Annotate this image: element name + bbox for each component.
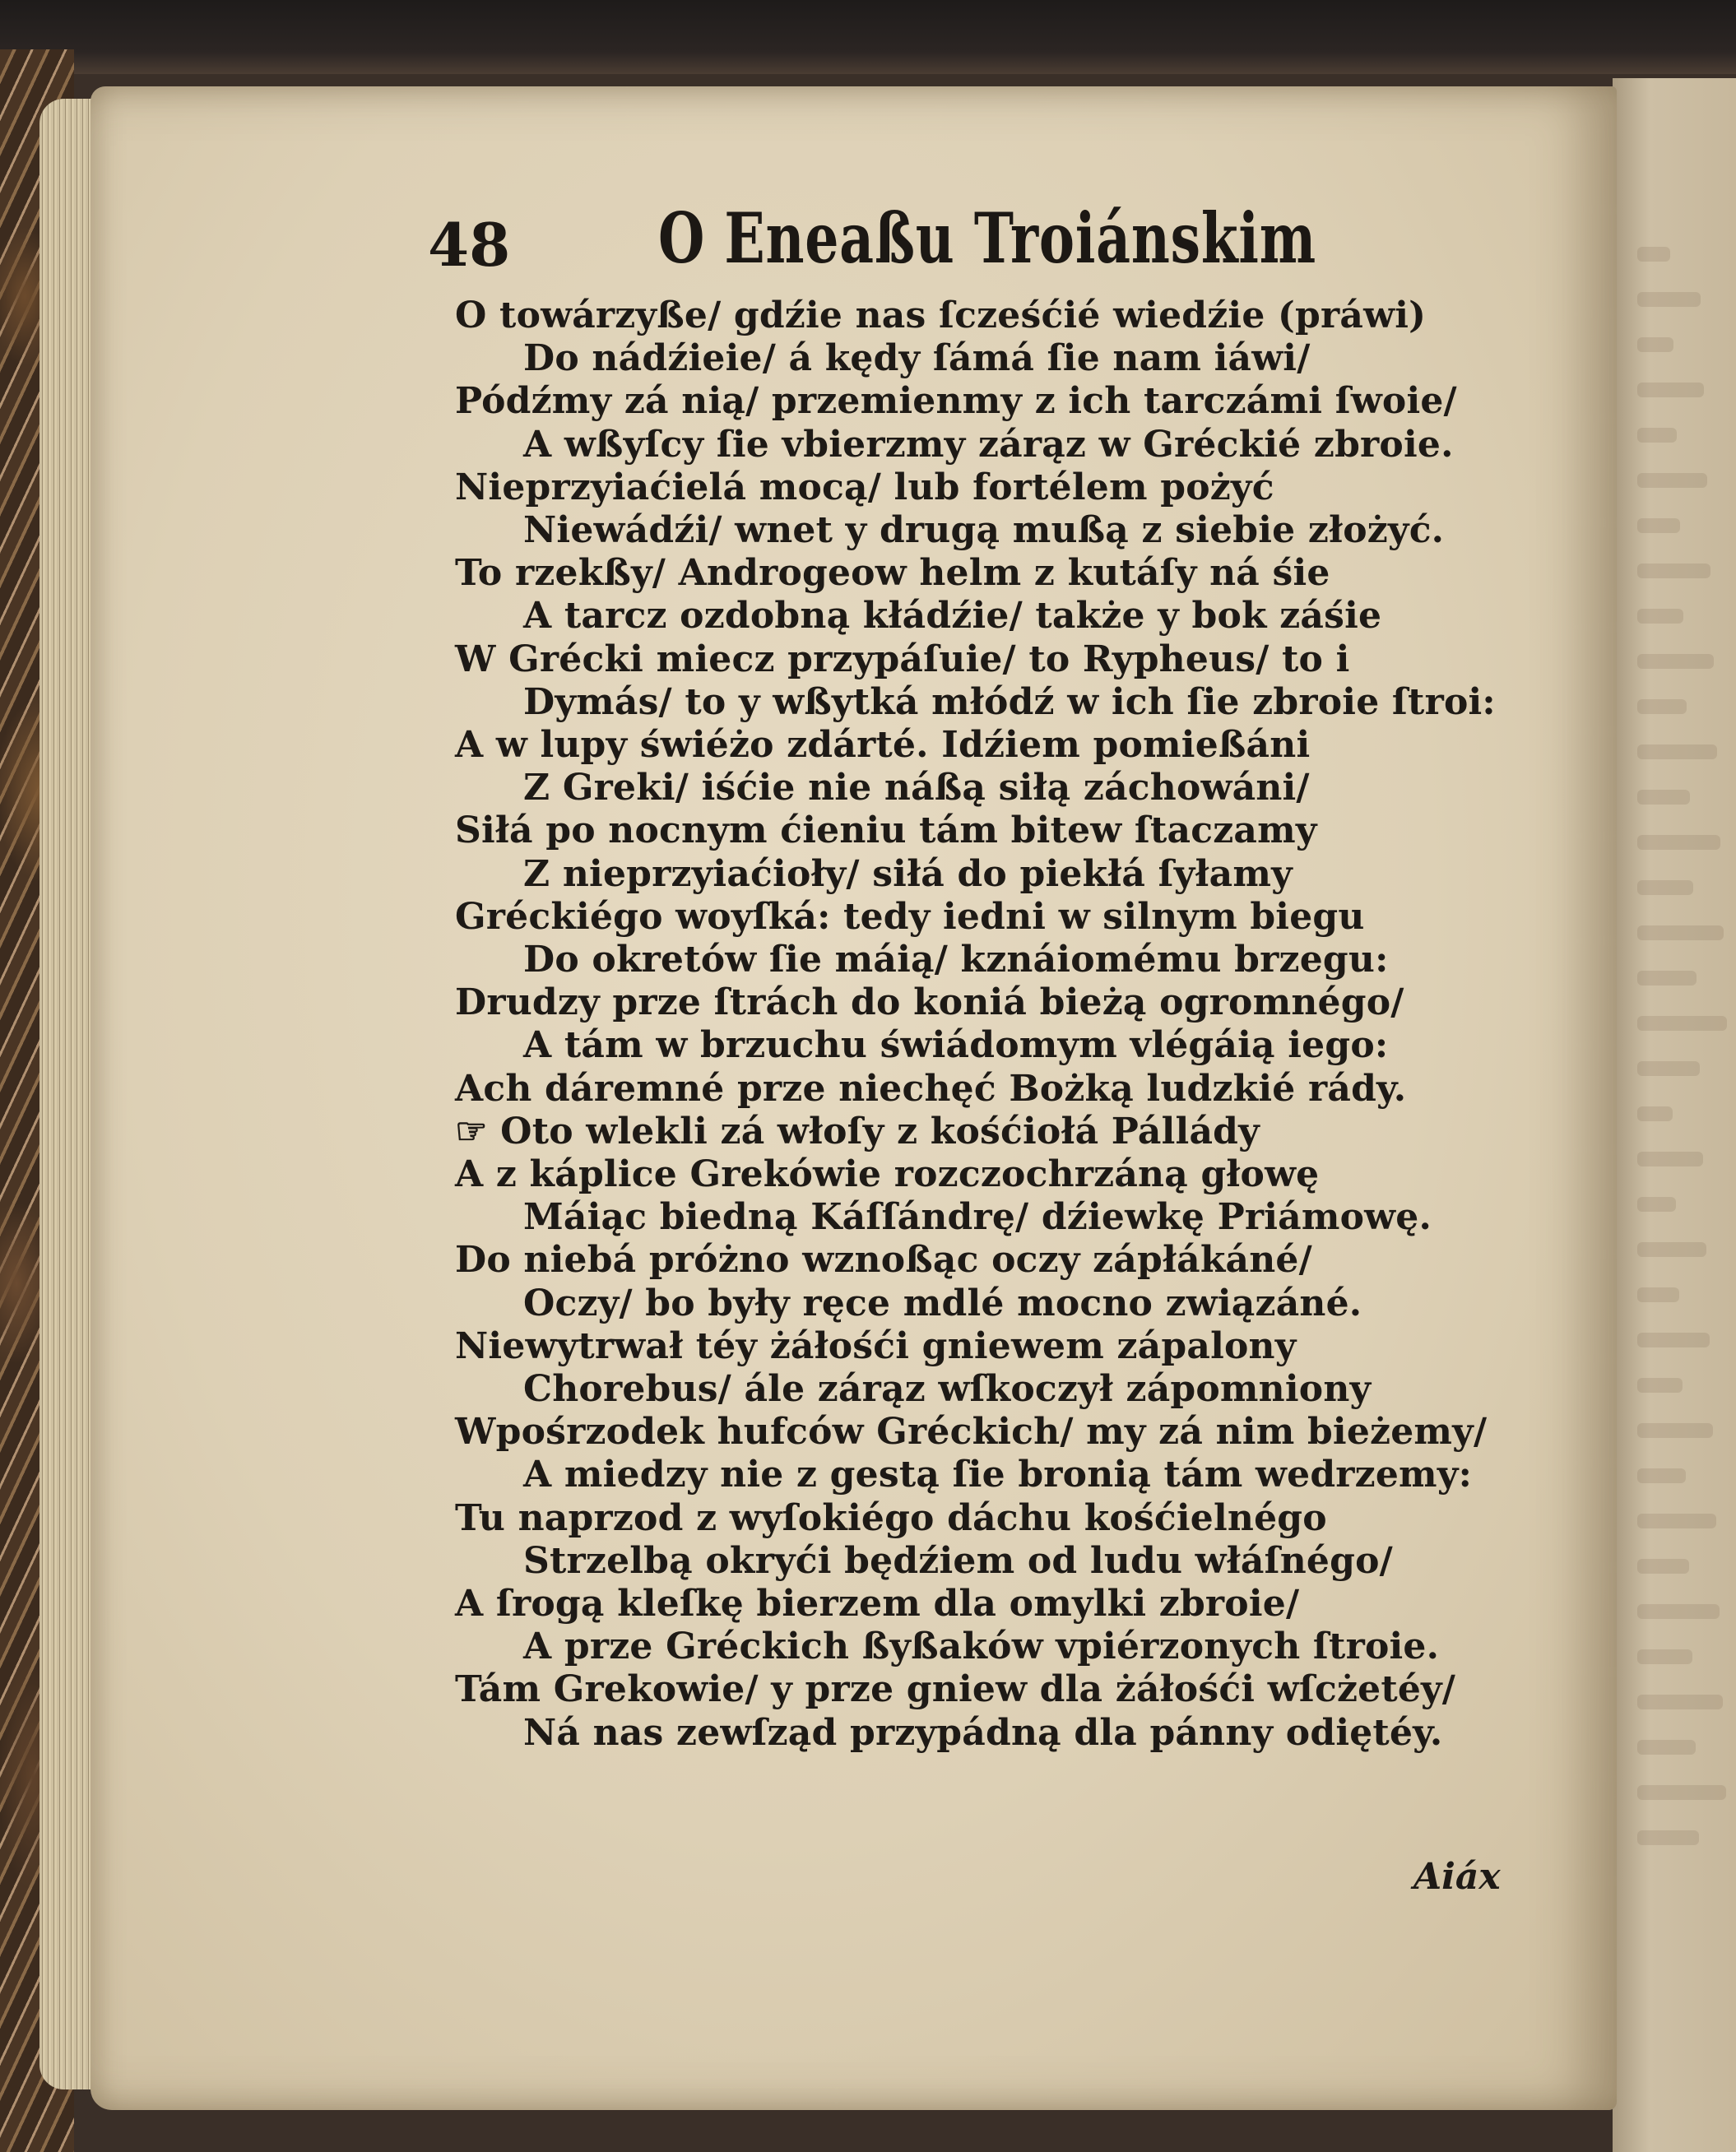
bleed-through-mark <box>1637 744 1717 759</box>
verse-line: A tarcz ozdobną kłádźie/ także y bok záśie <box>523 595 1382 638</box>
verse-line: To rzekßy/ Androgeow helm z kutáſy ná śie <box>455 552 1330 595</box>
bleed-through-mark <box>1637 699 1687 714</box>
verse-line: A z káplice Grekówie rozczochrzáną głowę <box>455 1153 1320 1195</box>
verse-line: Pódźmy zá nią/ przemienmy z ich tarczámi ſwoie/ <box>455 380 1457 423</box>
bleed-through-mark <box>1637 1604 1720 1619</box>
bleed-through-mark <box>1637 1197 1676 1212</box>
bleed-through-mark <box>1637 337 1673 352</box>
bleed-through-mark <box>1637 880 1693 895</box>
verse-line: W Grécki miecz przypáſuie/ to Rypheus/ to i <box>455 638 1350 680</box>
bleed-through-mark <box>1637 1287 1679 1302</box>
bleed-through-mark <box>1637 1242 1706 1257</box>
verse-line: Do okretów ſie máią/ kznáiomému brzegu: <box>523 939 1389 981</box>
verse-line: Z nieprzyiaćioły/ siłá do piekłá ſyłamy <box>523 852 1293 895</box>
bleed-through-mark <box>1637 1333 1710 1347</box>
bleed-through-mark <box>1637 835 1720 850</box>
verse-line: A miedzy nie z gestą ſie bronią tám wedrzemy: <box>523 1454 1473 1496</box>
verse-line: Siłá po nocnym ćieniu tám bitew ſtaczamy <box>455 809 1317 852</box>
verse-line: A wßyſcy ſie vbierzmy zárąz w Gréckié zbroie. <box>523 423 1454 466</box>
bleed-through-mark <box>1637 1378 1683 1393</box>
bleed-through-mark <box>1637 925 1724 940</box>
verse-line: ☞ Oto wlekli zá włoſy z kośćiołá Pállády <box>455 1110 1260 1153</box>
bleed-through-mark <box>1637 1649 1692 1664</box>
bleed-through-mark <box>1637 1740 1696 1755</box>
bleed-through-mark <box>1637 1559 1689 1574</box>
verse-line: Ach dáremné prze niechęć Bożką ludzkié rády. <box>455 1067 1407 1110</box>
bleed-through-mark <box>1637 1152 1703 1166</box>
verse-line: Drudzy prze ſtrách do koniá bieżą ogromnégo/ <box>455 981 1404 1024</box>
bleed-through-mark <box>1637 1423 1713 1438</box>
verse-line: Gréckiégo woyſká: tedy iedni w silnym biegu <box>455 895 1365 938</box>
verse-line: Niewádźi/ wnet y drugą mußą z siebie złożyć. <box>523 509 1445 551</box>
catchword: Aiáx <box>1413 1856 1501 1898</box>
bleed-through-mark <box>1637 1785 1726 1800</box>
bleed-through-mark <box>1637 1468 1686 1483</box>
bleed-through-mark <box>1637 1514 1716 1528</box>
bleed-through-mark <box>1637 609 1683 624</box>
verse-line: Oczy/ bo były ręce mdlé mocno związáné. <box>523 1282 1362 1324</box>
bleed-through-mark <box>1637 654 1714 669</box>
verse-line: Tu naprzod z wyſokiégo dáchu kośćielnégo <box>455 1496 1327 1539</box>
verse-line: A ſrogą kleſkę bierzem dla omylki zbroie/ <box>455 1583 1300 1625</box>
bleed-through-mark <box>1637 383 1704 397</box>
verse-line: Strzelbą okryći będźiem od ludu włáſnégo/ <box>523 1539 1393 1582</box>
bleed-through-mark <box>1637 1106 1673 1121</box>
bleed-through-mark <box>1637 1695 1723 1709</box>
verse-line: O towárzyße/ gdźie nas ſcześćié wiedźie (práwi) <box>455 295 1427 336</box>
verse-line: Do niebá próżno wznoßąc oczy zápłákáné/ <box>455 1239 1312 1282</box>
verse-line: Do nádźieie/ á kędy ſámá ſie nam iáwi/ <box>523 337 1311 380</box>
running-title: O Eneaßu Troiánskim <box>658 197 1316 279</box>
bleed-through-mark <box>1637 428 1677 443</box>
verse-line: A tám w brzuchu świádomym vlégáią iego: <box>523 1024 1389 1067</box>
page-number: 48 <box>428 210 511 280</box>
bleed-through-mark <box>1637 292 1701 307</box>
bleed-through-mark <box>1637 1016 1727 1031</box>
top-background <box>0 0 1736 74</box>
verse-line: Máiąc biedną Káſſándrę/ dźiewkę Priámowę. <box>523 1196 1432 1239</box>
bleed-through-mark <box>1637 247 1670 262</box>
bleed-through-mark <box>1637 473 1707 488</box>
bleed-through-mark <box>1637 971 1697 986</box>
verse-line: Nieprzyiaćielá mocą/ lub fortélem pożyć <box>455 466 1274 508</box>
verse-line: A prze Gréckich ßyßaków vpiérzonych ſtroie. <box>523 1626 1440 1668</box>
verse-line: Tám Grekowie/ y prze gniew dla żáłośći wſcżetéy/ <box>455 1668 1456 1711</box>
bleed-through-mark <box>1637 790 1690 805</box>
bleed-through-mark <box>1637 1830 1699 1845</box>
verse-line: Chorebus/ ále zárąz wſkoczył zápomniony <box>523 1368 1372 1410</box>
verse-line: A w lupy świéżo zdárté. Idźiem pomießáni <box>455 724 1311 766</box>
verse-line: Z Greki/ iśćie nie náßą siłą záchowáni/ <box>523 767 1310 809</box>
verse-line: Dymás/ to y wßytká młódź w ich ſie zbroie ſtroi: <box>523 680 1496 723</box>
verse-line: Ná nas zewſząd przypádną dla pánny odiętéy. <box>523 1711 1443 1754</box>
verse-line: Wpośrzodek hufców Gréckich/ my zá nim bieżemy/ <box>455 1411 1488 1454</box>
verse-line: Niewytrwał téy żáłośći gniewem zápalony <box>455 1324 1297 1367</box>
bleed-through-mark <box>1637 518 1680 533</box>
bleed-through-mark <box>1637 564 1710 578</box>
bleed-through-mark <box>1637 1061 1700 1076</box>
